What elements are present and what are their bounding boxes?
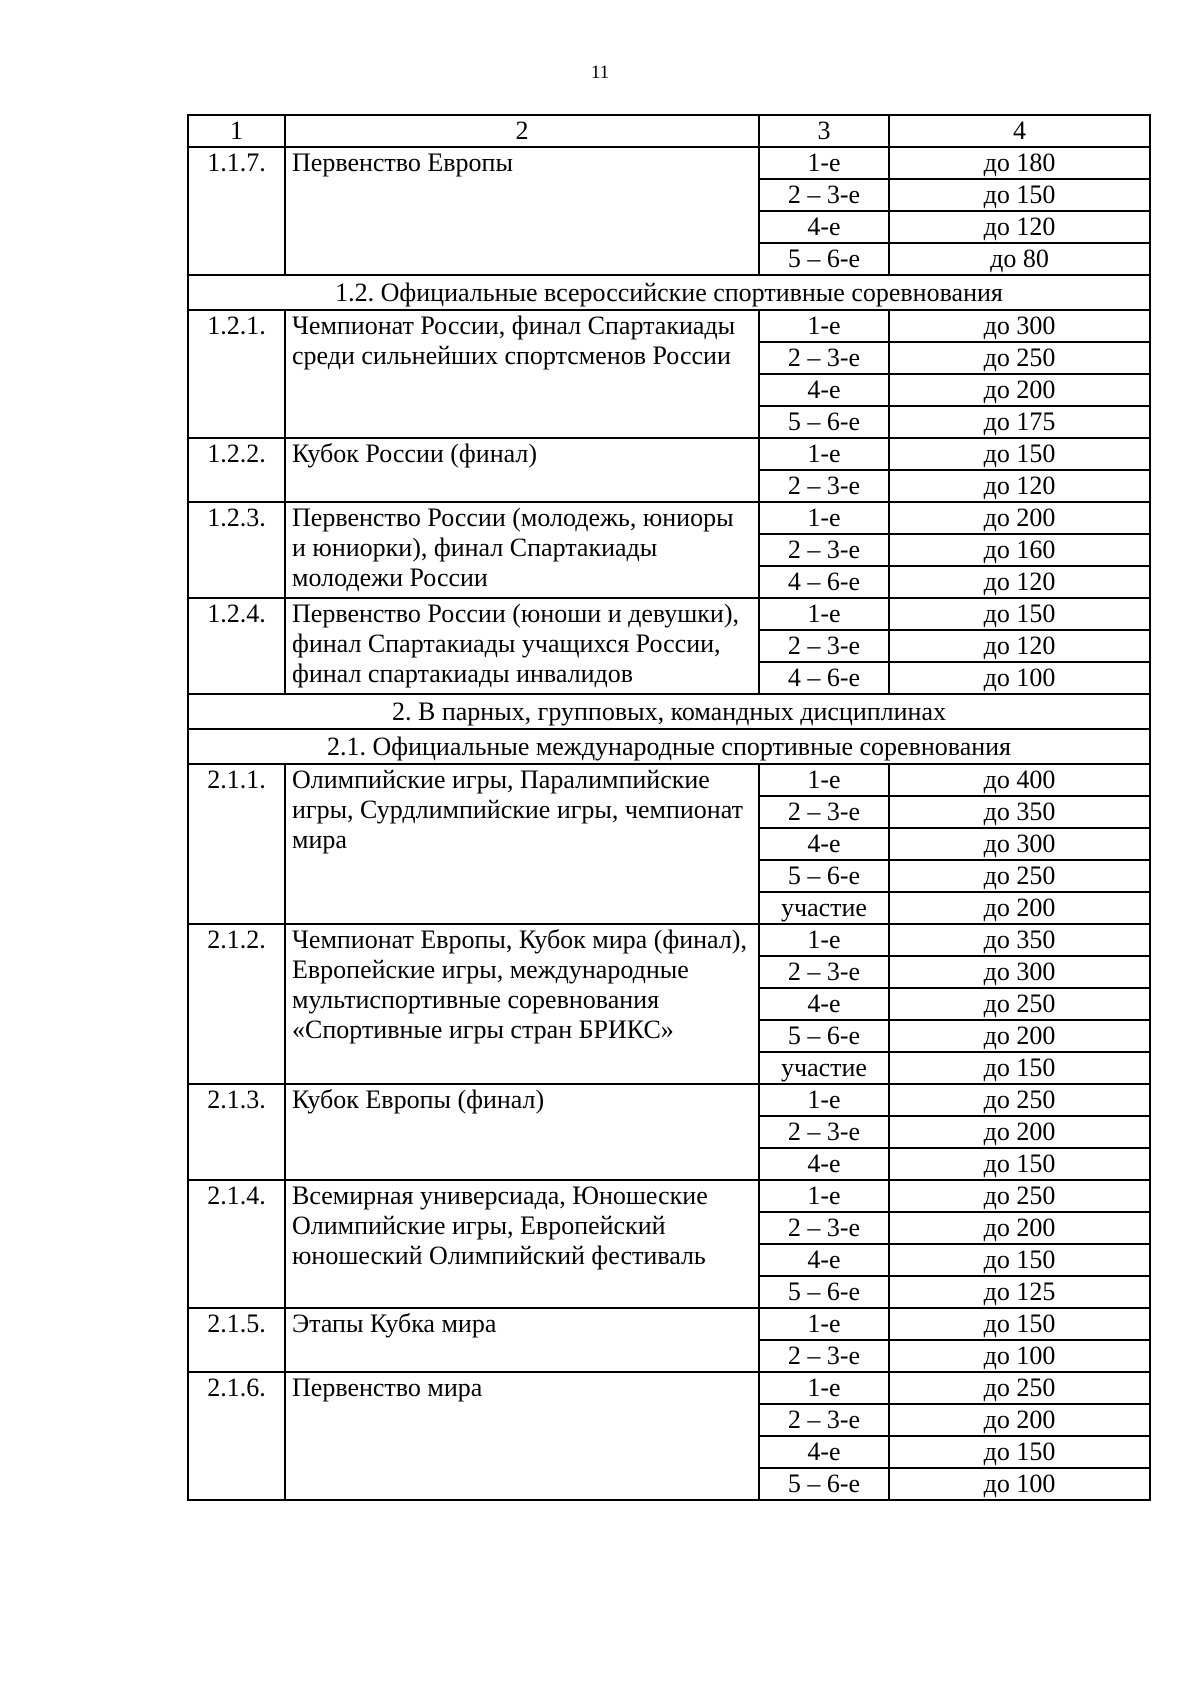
amount-cell: до 120 [889, 566, 1150, 598]
section-title: 1.2. Официальные всероссийские спортивные соревнования [188, 275, 1150, 310]
amount-cell: до 120 [889, 211, 1150, 243]
table-row [188, 1084, 1150, 1116]
place-cell: 5 – 6-е [759, 1020, 889, 1052]
place-cell: 1-е [759, 924, 889, 956]
amount-cell: до 250 [889, 860, 1150, 892]
place-cell: 2 – 3-е [759, 179, 889, 211]
amount-cell: до 200 [889, 374, 1150, 406]
amount-cell: до 150 [889, 1148, 1150, 1180]
place-cell: 1-е [759, 147, 889, 179]
amount-cell: до 120 [889, 470, 1150, 502]
amount-cell: до 150 [889, 179, 1150, 211]
competition-name: Олимпийские игры, Паралимпийские игры, Сурдлимпийские игры, чемпионат мира [285, 764, 759, 924]
place-cell: 5 – 6-е [759, 860, 889, 892]
amount-cell: до 250 [889, 1084, 1150, 1116]
place-cell: 1-е [759, 1372, 889, 1404]
competition-name: Первенство Европы [285, 147, 759, 275]
amount-cell: до 160 [889, 534, 1150, 566]
place-cell: 2 – 3-е [759, 534, 889, 566]
place-cell: 4 – 6-е [759, 566, 889, 598]
table-row [188, 924, 1150, 956]
competition-name: Этапы Кубка мира [285, 1308, 759, 1372]
amount-cell: до 300 [889, 956, 1150, 988]
amount-cell: до 200 [889, 1116, 1150, 1148]
place-cell: 5 – 6-е [759, 1468, 889, 1500]
amount-cell: до 250 [889, 988, 1150, 1020]
competition-name: Первенство России (юноши и девушки), финал Спартакиады учащихся России, финал спартакиады инвалидов [285, 598, 759, 694]
amount-cell: до 120 [889, 630, 1150, 662]
amount-cell: до 200 [889, 1020, 1150, 1052]
place-cell: 1-е [759, 438, 889, 470]
place-cell: 4-е [759, 1244, 889, 1276]
section-row [188, 275, 1150, 310]
item-number: 1.2.3. [188, 502, 285, 598]
amount-cell: до 200 [889, 1404, 1150, 1436]
place-cell: 5 – 6-е [759, 406, 889, 438]
table-row [188, 764, 1150, 796]
competition-name: Первенство мира [285, 1372, 759, 1500]
amount-cell: до 350 [889, 796, 1150, 828]
place-cell: 4-е [759, 828, 889, 860]
item-number: 2.1.5. [188, 1308, 285, 1372]
place-cell: участие [759, 892, 889, 924]
place-cell: 4 – 6-е [759, 662, 889, 694]
amount-cell: до 250 [889, 1372, 1150, 1404]
place-cell: участие [759, 1052, 889, 1084]
competition-name: Кубок Европы (финал) [285, 1084, 759, 1180]
item-number: 1.1.7. [188, 147, 285, 275]
place-cell: 1-е [759, 1180, 889, 1212]
place-cell: 2 – 3-е [759, 1212, 889, 1244]
amount-cell: до 150 [889, 438, 1150, 470]
table-row [188, 310, 1150, 342]
section-title: 2. В парных, групповых, командных дисциплинах [188, 694, 1150, 729]
amount-cell: до 150 [889, 598, 1150, 630]
amount-cell: до 200 [889, 502, 1150, 534]
item-number: 2.1.6. [188, 1372, 285, 1500]
column-header: 2 [285, 115, 759, 147]
amount-cell: до 250 [889, 342, 1150, 374]
item-number: 2.1.3. [188, 1084, 285, 1180]
place-cell: 2 – 3-е [759, 470, 889, 502]
amount-cell: до 250 [889, 1180, 1150, 1212]
place-cell: 2 – 3-е [759, 1116, 889, 1148]
place-cell: 4-е [759, 1436, 889, 1468]
section-row [188, 729, 1150, 764]
amount-cell: до 350 [889, 924, 1150, 956]
place-cell: 1-е [759, 1084, 889, 1116]
table-row [188, 1180, 1150, 1212]
place-cell: 2 – 3-е [759, 796, 889, 828]
item-number: 1.2.1. [188, 310, 285, 438]
amount-cell: до 150 [889, 1436, 1150, 1468]
amount-cell: до 80 [889, 243, 1150, 275]
place-cell: 1-е [759, 764, 889, 796]
place-cell: 1-е [759, 1308, 889, 1340]
place-cell: 4-е [759, 988, 889, 1020]
place-cell: 4-е [759, 211, 889, 243]
table-row [188, 598, 1150, 630]
amount-cell: до 200 [889, 892, 1150, 924]
place-cell: 2 – 3-е [759, 1404, 889, 1436]
competition-name: Кубок России (финал) [285, 438, 759, 502]
competition-name: Первенство России (молодежь, юниоры и юниорки), финал Спартакиады молодежи России [285, 502, 759, 598]
amount-cell: до 400 [889, 764, 1150, 796]
amount-cell: до 150 [889, 1244, 1150, 1276]
column-header: 1 [188, 115, 285, 147]
column-header: 3 [759, 115, 889, 147]
column-header: 4 [889, 115, 1150, 147]
place-cell: 2 – 3-е [759, 956, 889, 988]
amount-cell: до 200 [889, 1212, 1150, 1244]
amount-cell: до 180 [889, 147, 1150, 179]
item-number: 2.1.4. [188, 1180, 285, 1308]
table-row [188, 438, 1150, 470]
amount-cell: до 100 [889, 1468, 1150, 1500]
item-number: 1.2.2. [188, 438, 285, 502]
section-title: 2.1. Официальные международные спортивные соревнования [188, 729, 1150, 764]
place-cell: 5 – 6-е [759, 1276, 889, 1308]
amount-cell: до 100 [889, 1340, 1150, 1372]
amount-cell: до 150 [889, 1052, 1150, 1084]
item-number: 2.1.2. [188, 924, 285, 1084]
table-row [188, 502, 1150, 534]
table-row [188, 147, 1150, 179]
place-cell: 1-е [759, 502, 889, 534]
place-cell: 2 – 3-е [759, 1340, 889, 1372]
place-cell: 4-е [759, 374, 889, 406]
place-cell: 1-е [759, 598, 889, 630]
page-number: 11 [590, 62, 610, 83]
place-cell: 5 – 6-е [759, 243, 889, 275]
awards-table [187, 114, 1151, 1501]
place-cell: 1-е [759, 310, 889, 342]
competition-name: Чемпионат Европы, Кубок мира (финал), Европейские игры, международные мультиспортивные соревнования «Спортивные игры стран БРИКС» [285, 924, 759, 1084]
table-row [188, 1372, 1150, 1404]
table-row [188, 1308, 1150, 1340]
table-header-row [188, 115, 1150, 147]
competition-name: Всемирная универсиада, Юношеские Олимпийские игры, Европейский юношеский Олимпийский фестиваль [285, 1180, 759, 1308]
place-cell: 2 – 3-е [759, 342, 889, 374]
item-number: 1.2.4. [188, 598, 285, 694]
competition-name: Чемпионат России, финал Спартакиады среди сильнейших спортсменов России [285, 310, 759, 438]
amount-cell: до 300 [889, 310, 1150, 342]
section-row [188, 694, 1150, 729]
amount-cell: до 125 [889, 1276, 1150, 1308]
amount-cell: до 150 [889, 1308, 1150, 1340]
place-cell: 4-е [759, 1148, 889, 1180]
place-cell: 2 – 3-е [759, 630, 889, 662]
item-number: 2.1.1. [188, 764, 285, 924]
amount-cell: до 300 [889, 828, 1150, 860]
amount-cell: до 100 [889, 662, 1150, 694]
amount-cell: до 175 [889, 406, 1150, 438]
